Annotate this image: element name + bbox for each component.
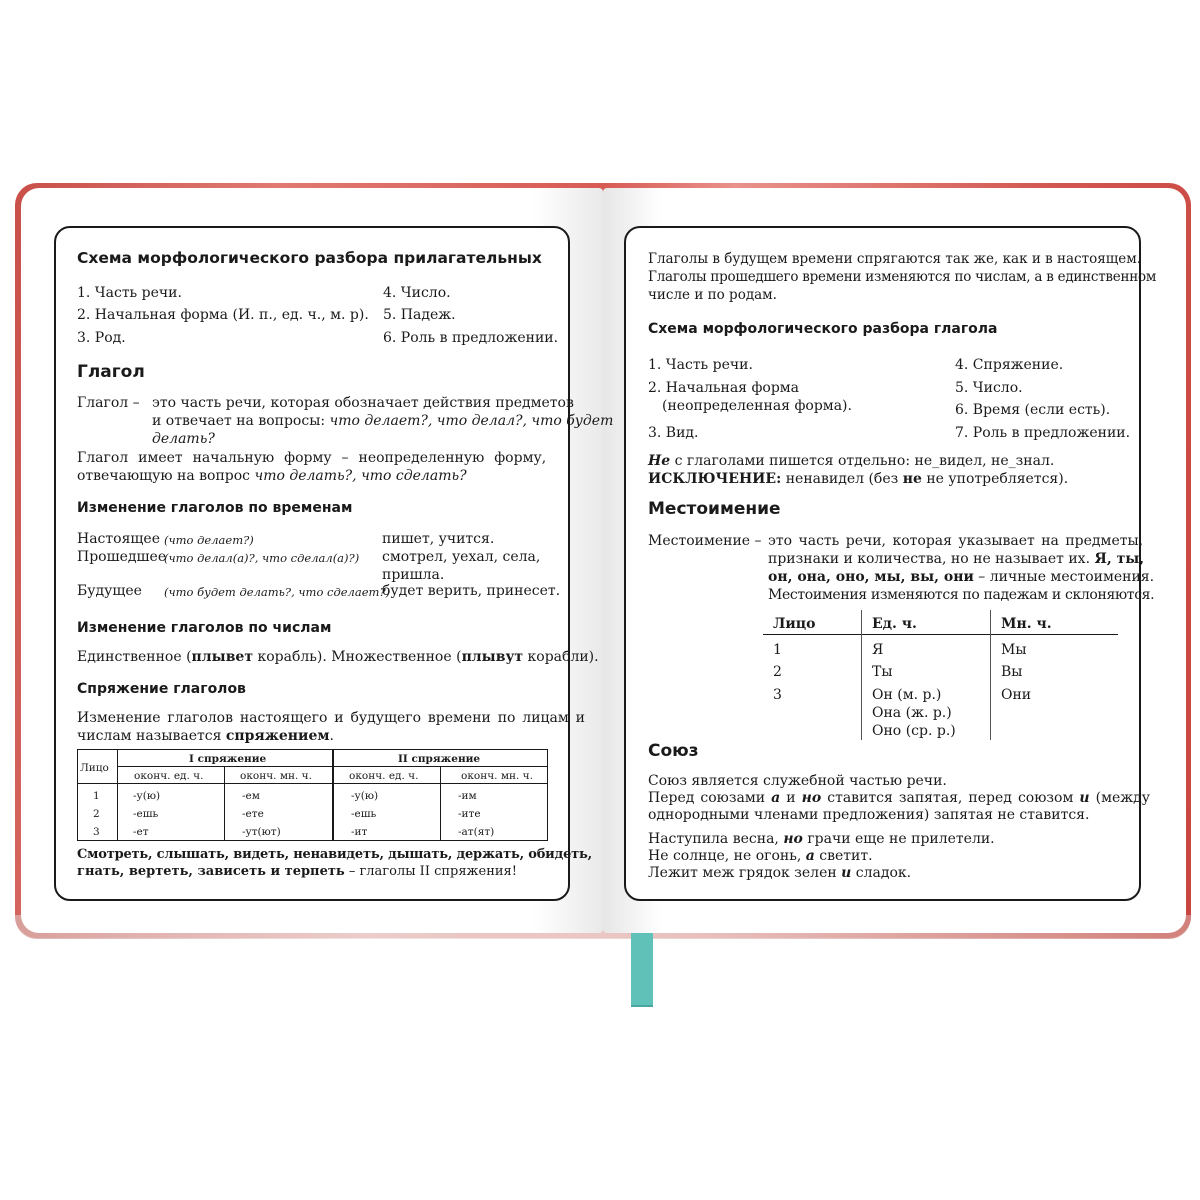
union-heading: Союз bbox=[648, 741, 699, 761]
pronoun-def-4: Местоимения изменяются по падежам и склоняются. bbox=[768, 587, 1155, 603]
verb-past-line-2: числе и по родам. bbox=[648, 287, 777, 303]
table-cell: -ем bbox=[242, 790, 260, 802]
tense-future-example: будет верить, принесет. bbox=[382, 583, 561, 599]
table-cell: Она (ж. р.) bbox=[872, 705, 952, 721]
table-cell: Оно (ср. р.) bbox=[872, 723, 956, 739]
table-cell: 2 bbox=[773, 664, 782, 680]
table-cell: -ут(ют) bbox=[242, 826, 281, 838]
table-cell: Ты bbox=[872, 664, 893, 680]
tense-present: Настоящее bbox=[77, 531, 160, 547]
conj-text-1: Изменение глаголов настоящего и будущего времени по лицам и bbox=[77, 710, 585, 726]
adj-scheme-title: Схема морфологического разбора прилагательных bbox=[77, 249, 542, 267]
pron-table-header-plural: Мн. ч. bbox=[1001, 616, 1052, 632]
verb-initial-line-2: отвечающую на вопрос что делать?, что сделать? bbox=[77, 468, 467, 484]
conj-text-2: числам называется спряжением. bbox=[77, 728, 334, 744]
pronoun-term: Местоимение – bbox=[648, 533, 762, 549]
table-cell: -ет bbox=[133, 826, 149, 838]
adj-item-6: 6. Роль в предложении. bbox=[383, 330, 559, 346]
number-text: Единственное (плывет корабль). Множественное (плывут корабли). bbox=[77, 649, 599, 665]
pron-table-header-person: Лицо bbox=[773, 616, 816, 632]
union-rule-1: Перед союзами а и но ставится запятая, перед союзом и (между bbox=[648, 790, 1151, 806]
table-cell: Вы bbox=[1001, 664, 1023, 680]
tense-future: Будущее bbox=[77, 583, 142, 599]
adj-item-4: 4. Число. bbox=[383, 285, 451, 301]
table-group-2: II спряжение bbox=[398, 753, 481, 765]
verb-def-line-3: делать? bbox=[152, 431, 215, 447]
table-person-header: Лицо bbox=[80, 762, 109, 774]
verb-past-line-1: Глаголы прошедшего времени изменяются по числам, а в единственном bbox=[648, 269, 1157, 285]
table-cell: 3 bbox=[773, 687, 782, 703]
table-group-1: I спряжение bbox=[189, 753, 267, 765]
exceptions-line-1: Смотреть, слышать, видеть, ненавидеть, дышать, держать, обидеть, bbox=[77, 847, 592, 862]
tense-past-question: (что делал(а)?, что сделал(а)?) bbox=[164, 551, 360, 565]
union-example-3: Лежит меж грядок зелен и сладок. bbox=[648, 865, 912, 881]
tense-past-example-cont: пришла. bbox=[382, 567, 445, 583]
verb-def-term: Глагол – bbox=[77, 395, 140, 411]
adj-item-2: 2. Начальная форма (И. п., ед. ч., м. р). bbox=[77, 307, 369, 323]
table-cell: 1 bbox=[773, 642, 782, 658]
pron-table-header-singular: Ед. ч. bbox=[872, 616, 917, 632]
table-cell: -ат(ят) bbox=[458, 826, 495, 838]
table-sub-1: оконч. ед. ч. bbox=[134, 770, 204, 782]
verb-def-line-1: это часть речи, которая обозначает действия предметов bbox=[152, 395, 574, 411]
exceptions-line-2: гнать, вертеть, зависеть и терпеть – глаголы II спряжения! bbox=[77, 864, 517, 879]
table-sub-3: оконч. ед. ч. bbox=[349, 770, 419, 782]
ne-rule: Не с глаголами пишется отдельно: не_видел, не_знал. bbox=[648, 453, 1055, 469]
verb-scheme-title: Схема морфологического разбора глагола bbox=[648, 321, 998, 337]
table-cell: -ит bbox=[351, 826, 368, 838]
union-rule-2: однородными членами предложения) запятая не ставится. bbox=[648, 807, 1090, 823]
verb-item-2-cont: (неопределенная форма). bbox=[662, 398, 852, 414]
tense-heading: Изменение глаголов по временам bbox=[77, 500, 353, 516]
bookmark-ribbon[interactable] bbox=[631, 930, 653, 1007]
tense-future-question: (что будет делать?, что сделает?) bbox=[164, 585, 391, 599]
pronoun-def-2: признаки и количества, но не называет их. Я, ты, bbox=[768, 551, 1145, 567]
verb-item-4: 4. Спряжение. bbox=[955, 357, 1064, 373]
table-cell: -ешь bbox=[351, 808, 377, 820]
verb-item-1: 1. Часть речи. bbox=[648, 357, 753, 373]
table-cell: Мы bbox=[1001, 642, 1027, 658]
ne-exception: ИСКЛЮЧЕНИЕ: ненавидел (без не не употребляется). bbox=[648, 471, 1069, 487]
pronoun-heading: Местоимение bbox=[648, 499, 781, 519]
verb-item-5: 5. Число. bbox=[955, 380, 1023, 396]
table-cell: -у(ю) bbox=[133, 790, 161, 802]
verb-item-3: 3. Вид. bbox=[648, 425, 699, 441]
table-cell: -им bbox=[458, 790, 477, 802]
union-example-2: Не солнце, не огонь, а светит. bbox=[648, 848, 873, 864]
table-cell: Он (м. р.) bbox=[872, 687, 942, 703]
table-cell: Они bbox=[1001, 687, 1032, 703]
table-cell: 3 bbox=[93, 826, 100, 838]
union-def: Союз является служебной частью речи. bbox=[648, 773, 947, 789]
tense-present-example: пишет, учится. bbox=[382, 531, 495, 547]
pronoun-def-3: он, она, оно, мы, вы, они – личные местоимения. bbox=[768, 569, 1155, 585]
number-heading: Изменение глаголов по числам bbox=[77, 620, 332, 636]
tense-past: Прошедшее bbox=[77, 549, 167, 565]
pronoun-def-1: это часть речи, которая указывает на предметы, bbox=[768, 533, 1144, 549]
verb-initial-line-1: Глагол имеет начальную форму – неопределенную форму, bbox=[77, 450, 547, 466]
table-cell: -ешь bbox=[133, 808, 159, 820]
table-cell: -ите bbox=[458, 808, 481, 820]
table-cell: -у(ю) bbox=[351, 790, 379, 802]
adj-item-3: 3. Род. bbox=[77, 330, 126, 346]
tense-present-question: (что делает?) bbox=[164, 533, 254, 547]
verb-item-6: 6. Время (если есть). bbox=[955, 402, 1111, 418]
table-sub-2: оконч. мн. ч. bbox=[240, 770, 312, 782]
adj-item-1: 1. Часть речи. bbox=[77, 285, 182, 301]
conj-heading: Спряжение глаголов bbox=[77, 681, 246, 697]
verb-def-line-2: и отвечает на вопросы: что делает?, что делал?, что будет bbox=[152, 413, 614, 429]
verb-item-2: 2. Начальная форма bbox=[648, 380, 800, 396]
table-cell: 2 bbox=[93, 808, 100, 820]
verb-heading: Глагол bbox=[77, 362, 145, 382]
table-cell: 1 bbox=[93, 790, 100, 802]
table-cell: Я bbox=[872, 642, 884, 658]
table-sub-4: оконч. мн. ч. bbox=[461, 770, 533, 782]
verb-item-7: 7. Роль в предложении. bbox=[955, 425, 1131, 441]
verb-future-line: Глаголы в будущем времени спрягаются так же, как и в настоящем. bbox=[648, 251, 1142, 267]
tense-past-example: смотрел, уехал, села, bbox=[382, 549, 541, 565]
union-example-1: Наступила весна, но грачи еще не прилетели. bbox=[648, 831, 995, 847]
table-cell: -ете bbox=[242, 808, 264, 820]
adj-item-5: 5. Падеж. bbox=[383, 307, 456, 323]
